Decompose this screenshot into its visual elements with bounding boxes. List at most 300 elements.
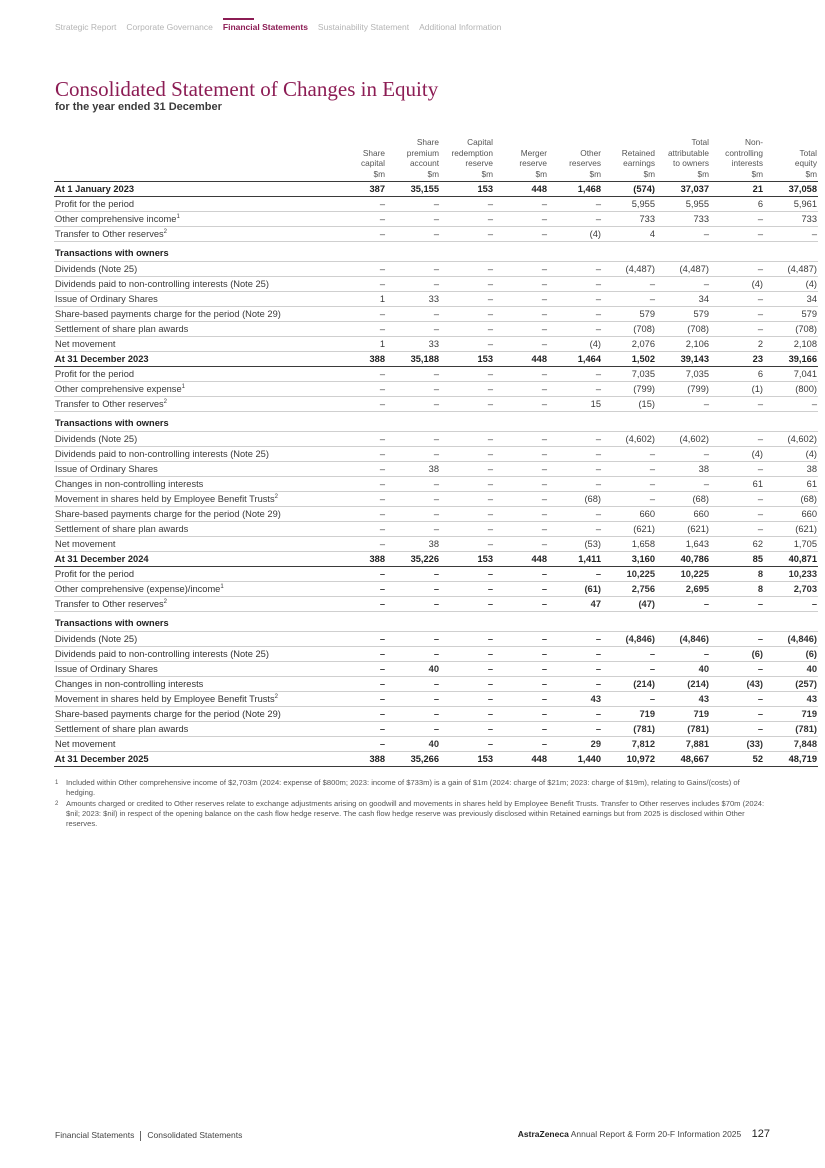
value-cell: 35,266 [386,752,440,767]
value-cell: 733 [656,212,710,227]
value-cell: – [386,582,440,597]
value-cell: – [494,537,548,552]
value-cell: – [710,292,764,307]
column-header-line: Other [580,147,601,158]
value-cell: 7,812 [602,737,656,752]
value-cell: – [710,397,764,412]
column-header [386,137,440,182]
value-cell: – [337,737,386,752]
value-cell: 388 [337,752,386,767]
value-cell: 39,143 [656,352,710,367]
column-header-line: Share [362,147,385,158]
value-cell: – [656,227,710,242]
row-label: Profit for the period [55,369,135,379]
table-row [54,662,818,677]
value-cell: (621) [656,522,710,537]
value-cell: 387 [337,182,386,197]
value-cell: – [548,382,602,397]
value-cell: 21 [710,182,764,197]
value-cell: – [386,227,440,242]
footer-section[interactable]: Financial Statements [55,1130,135,1140]
value-cell: – [494,662,548,677]
value-cell: – [386,507,440,522]
value-cell: (781) [602,722,656,737]
page-number: 127 [751,1128,770,1140]
value-cell: (708) [602,322,656,337]
value-cell: (621) [764,522,818,537]
footnote [55,799,770,830]
value-cell: 7,848 [764,737,818,752]
value-cell: – [440,597,494,612]
value-cell: – [386,677,440,692]
value-cell: – [440,707,494,722]
value-cell: 61 [710,477,764,492]
value-cell: 1 [337,292,386,307]
value-cell: 4 [602,227,656,242]
row-label: Dividends (Note 25) [55,634,138,644]
value-cell: – [386,197,440,212]
value-cell: – [494,447,548,462]
value-cell: 40 [764,662,818,677]
value-cell: – [494,507,548,522]
value-cell: – [710,262,764,277]
row-label-cell [54,262,337,277]
value-cell: – [386,722,440,737]
row-label: Dividends (Note 25) [55,434,138,444]
value-cell: 1,502 [602,352,656,367]
value-cell: – [337,692,386,707]
value-cell: (4) [548,227,602,242]
row-label-cell [54,567,337,582]
footnote-number: 1 [55,780,59,786]
table-row [54,677,818,692]
value-cell: 2 [710,337,764,352]
row-label: Transactions with owners [55,247,169,258]
value-cell: (781) [656,722,710,737]
value-cell: – [386,647,440,662]
value-cell: – [548,277,602,292]
value-cell: 1,411 [548,552,602,567]
value-cell: 40 [386,662,440,677]
table-row [54,367,818,382]
value-cell: (799) [656,382,710,397]
value-cell: 719 [656,707,710,722]
value-cell: 2,106 [656,337,710,352]
value-cell: – [548,677,602,692]
footnote-number: 2 [55,800,59,807]
value-cell: (257) [764,677,818,692]
value-cell: – [764,597,818,612]
row-label-cell [54,552,337,567]
table-row [54,522,818,537]
value-cell: – [440,432,494,447]
table-row [54,307,818,322]
value-cell: (4,846) [656,632,710,647]
row-label-cell [54,477,337,492]
column-header [602,137,656,182]
value-cell: 40 [656,662,710,677]
value-cell: 7,881 [656,737,710,752]
value-cell: – [710,322,764,337]
section-heading-row [54,612,818,632]
value-cell: – [337,227,386,242]
nav-item-corporate-governance[interactable]: Corporate Governance [126,22,213,32]
row-label: Settlement of share plan awards [55,524,189,534]
value-cell: – [602,477,656,492]
table-row [54,507,818,522]
value-cell: 33 [386,337,440,352]
value-cell: – [386,277,440,292]
value-cell: 1 [337,337,386,352]
value-cell: 2,695 [656,582,710,597]
value-cell: – [337,477,386,492]
row-label: Share-based payments charge for the period (Note 29) [55,509,281,519]
value-cell: (4) [764,277,818,292]
value-cell: – [764,397,818,412]
footnote-marker: 2 [163,598,168,605]
row-label-cell [54,212,337,227]
value-cell: 10,972 [602,752,656,767]
value-cell: – [656,397,710,412]
row-label: Issue of Ordinary Shares [55,294,158,304]
value-cell: 10,225 [656,567,710,582]
table-row [54,322,818,337]
value-cell: – [337,307,386,322]
column-header-line: capital [361,158,385,168]
column-header-line: Total [691,137,709,147]
row-label: Profit for the period [55,569,135,579]
value-cell: 23 [710,352,764,367]
table-row [54,567,818,582]
column-header-line: attributable [667,147,709,158]
value-cell: – [440,632,494,647]
footnote-text: Amounts charged or credited to Other reserves relate to exchange adjustments arising on goodwill and movements in shares held by Employee Benefit Trusts. Transfer to Other reserves includes $70m (2024: $nil; 2023: $nil) in respect of the opening balance on the cash flow hedge reserve. The cash flow hedge reserve was previously disclosed within Retained earnings but from 2025 is disclosed within Other reserves. [66,798,765,829]
value-cell: 37,058 [764,182,818,197]
value-cell: – [440,212,494,227]
value-cell: 1,705 [764,537,818,552]
value-cell: – [337,507,386,522]
value-cell: – [548,567,602,582]
column-header-line: Share [416,137,439,147]
balance-row [54,182,818,197]
value-cell: 579 [764,307,818,322]
value-cell: – [548,522,602,537]
row-label: Other comprehensive (expense)/income [55,584,221,594]
value-cell: – [440,462,494,477]
value-cell: – [656,597,710,612]
footnote-marker: 2 [163,398,168,405]
value-cell: 10,233 [764,567,818,582]
value-cell: – [494,737,548,752]
footer-report-title: Annual Report & Form 20-F Information 2025 [570,1129,742,1139]
value-cell: – [440,397,494,412]
value-cell: 10,225 [602,567,656,582]
value-cell: 35,226 [386,552,440,567]
row-label: At 1 January 2023 [55,184,135,194]
value-cell: – [386,597,440,612]
table-row [54,212,818,227]
column-header-line: $m [481,168,493,179]
table-row [54,197,818,212]
value-cell: – [440,522,494,537]
column-header [710,137,764,182]
row-label-cell [54,522,337,537]
value-cell: – [548,707,602,722]
row-label: Settlement of share plan awards [55,324,189,334]
value-cell: 8 [710,567,764,582]
page-subtitle: for the year ended 31 December [55,101,222,113]
top-navigation [55,22,511,32]
value-cell: – [710,307,764,322]
table-row [54,722,818,737]
value-cell: 43 [548,692,602,707]
row-label: Transactions with owners [55,417,169,428]
value-cell: 660 [764,507,818,522]
value-cell: – [386,567,440,582]
value-cell: – [494,337,548,352]
value-cell: 39,166 [764,352,818,367]
value-cell: 35,188 [386,352,440,367]
footer-subsection[interactable]: Consolidated Statements [147,1130,243,1140]
value-cell: – [494,262,548,277]
row-label-cell [54,632,337,647]
value-cell: (708) [764,322,818,337]
value-cell: (53) [548,537,602,552]
table-row [54,582,818,597]
value-cell: 579 [656,307,710,322]
value-cell: – [440,737,494,752]
row-label: Transfer to Other reserves [55,229,164,239]
table-row [54,597,818,612]
value-cell: 660 [656,507,710,522]
value-cell: – [602,447,656,462]
value-cell: – [548,212,602,227]
row-label-cell [54,737,337,752]
column-header-line: Capital [467,137,493,147]
value-cell: – [548,292,602,307]
value-cell: – [602,277,656,292]
value-cell: – [494,567,548,582]
value-cell: – [548,197,602,212]
row-label: Net movement [55,539,116,549]
row-label-cell [54,382,337,397]
value-cell: 38 [386,462,440,477]
row-label: At 31 December 2024 [55,554,149,564]
column-header-line: account [409,158,439,168]
value-cell: 448 [494,752,548,767]
value-cell: 388 [337,552,386,567]
value-cell: 5,961 [764,197,818,212]
value-cell: – [494,522,548,537]
row-label: Share-based payments charge for the period (Note 29) [55,709,281,719]
value-cell: 6 [710,367,764,382]
value-cell: – [386,367,440,382]
value-cell: – [440,322,494,337]
value-cell: – [337,277,386,292]
balance-row [54,352,818,367]
value-cell: – [548,307,602,322]
column-header-line: $m [751,168,763,179]
value-cell: – [548,447,602,462]
column-header-line: Retained [621,147,655,158]
column-header-line: redemption [451,147,493,158]
section-heading-row [54,242,818,262]
value-cell: 40 [386,737,440,752]
value-cell: 7,041 [764,367,818,382]
value-cell: 1,658 [602,537,656,552]
value-cell: 719 [602,707,656,722]
column-header-line: $m [427,168,439,179]
nav-item-strategic-report[interactable]: Strategic Report [55,22,117,32]
value-cell: – [337,582,386,597]
table-row [54,477,818,492]
row-label: Other comprehensive income [55,214,177,224]
value-cell: – [494,322,548,337]
value-cell: – [548,262,602,277]
value-cell: (574) [602,182,656,197]
value-cell: – [656,447,710,462]
value-cell: – [656,477,710,492]
page-title: Consolidated Statement of Changes in Equity [55,77,439,101]
table-row [54,397,818,412]
value-cell: – [337,367,386,382]
row-label: Other comprehensive expense [55,384,182,394]
table-row [54,382,818,397]
row-label: Movement in shares held by Employee Benefit Trusts [55,494,275,504]
value-cell: – [494,632,548,647]
footnote-marker: 1 [220,583,224,590]
row-label: Issue of Ordinary Shares [55,664,158,674]
column-header [656,137,710,182]
value-cell: (4) [548,337,602,352]
row-label-cell [54,492,337,507]
value-cell: – [494,677,548,692]
value-cell: – [710,432,764,447]
column-header-line: reserves [569,158,601,168]
nav-item-additional-information[interactable]: Additional Information [419,22,502,32]
row-label-cell [54,432,337,447]
row-label-cell [54,692,337,707]
value-cell: – [440,292,494,307]
column-header-line: Total [799,147,817,158]
value-cell: – [386,262,440,277]
nav-item-financial-statements[interactable]: Financial Statements [222,22,308,32]
value-cell: – [656,647,710,662]
value-cell: – [710,227,764,242]
table-row [54,737,818,752]
value-cell: – [710,722,764,737]
value-cell: – [337,677,386,692]
value-cell: – [710,522,764,537]
column-header-line: to owners [673,158,709,168]
header-label-cell [54,137,337,182]
footnote [55,778,770,799]
value-cell: (4) [710,277,764,292]
row-label-cell [54,507,337,522]
value-cell: 660 [602,507,656,522]
row-label-cell [54,537,337,552]
value-cell: 2,108 [764,337,818,352]
value-cell: (4,846) [602,632,656,647]
table-row [54,337,818,352]
column-header-line: Non- [745,137,763,147]
value-cell: 52 [710,752,764,767]
value-cell: – [494,277,548,292]
value-cell: 448 [494,182,548,197]
value-cell: – [602,662,656,677]
value-cell: 1,643 [656,537,710,552]
row-label-cell [54,752,337,767]
column-header-line: reserve [519,158,547,168]
footer-breadcrumb [55,1130,242,1141]
value-cell: – [440,662,494,677]
footer-divider [140,1131,141,1141]
table-row [54,707,818,722]
row-label: Dividends (Note 25) [55,264,138,274]
value-cell: – [440,382,494,397]
value-cell: – [386,692,440,707]
value-cell: (4,602) [602,432,656,447]
value-cell: 37,037 [656,182,710,197]
value-cell: – [386,397,440,412]
value-cell: (68) [656,492,710,507]
column-header-line: earnings [623,158,655,168]
value-cell: – [548,367,602,382]
table-body [54,182,818,767]
value-cell: – [440,507,494,522]
value-cell: 448 [494,552,548,567]
value-cell: – [337,722,386,737]
value-cell: – [494,197,548,212]
row-label-cell [54,242,818,262]
nav-item-sustainability-statement[interactable]: Sustainability Statement [317,22,410,32]
row-label-cell [54,277,337,292]
value-cell: (4,602) [764,432,818,447]
value-cell: – [602,492,656,507]
row-label: Share-based payments charge for the period (Note 29) [55,309,281,319]
table-row [54,537,818,552]
table-row [54,432,818,447]
row-label: Settlement of share plan awards [55,724,189,734]
value-cell: (4,487) [764,262,818,277]
column-header [440,137,494,182]
value-cell: 47 [548,597,602,612]
column-header [494,137,548,182]
value-cell: – [494,212,548,227]
value-cell: – [386,447,440,462]
column-header [764,137,818,182]
row-label-cell [54,227,337,242]
value-cell: – [440,582,494,597]
row-label: Net movement [55,739,116,749]
value-cell: – [494,722,548,737]
footnote-marker: 2 [274,493,278,500]
value-cell: 40,871 [764,552,818,567]
value-cell: – [764,227,818,242]
row-label-cell [54,307,337,322]
value-cell: 43 [764,692,818,707]
value-cell: – [440,647,494,662]
value-cell: 2,076 [602,337,656,352]
row-label-cell [54,337,337,352]
value-cell: 719 [764,707,818,722]
value-cell: (4,602) [656,432,710,447]
row-label: Transfer to Other reserves [55,399,164,409]
value-cell: – [386,632,440,647]
table-row [54,492,818,507]
value-cell: 1,440 [548,752,602,767]
value-cell: – [548,647,602,662]
